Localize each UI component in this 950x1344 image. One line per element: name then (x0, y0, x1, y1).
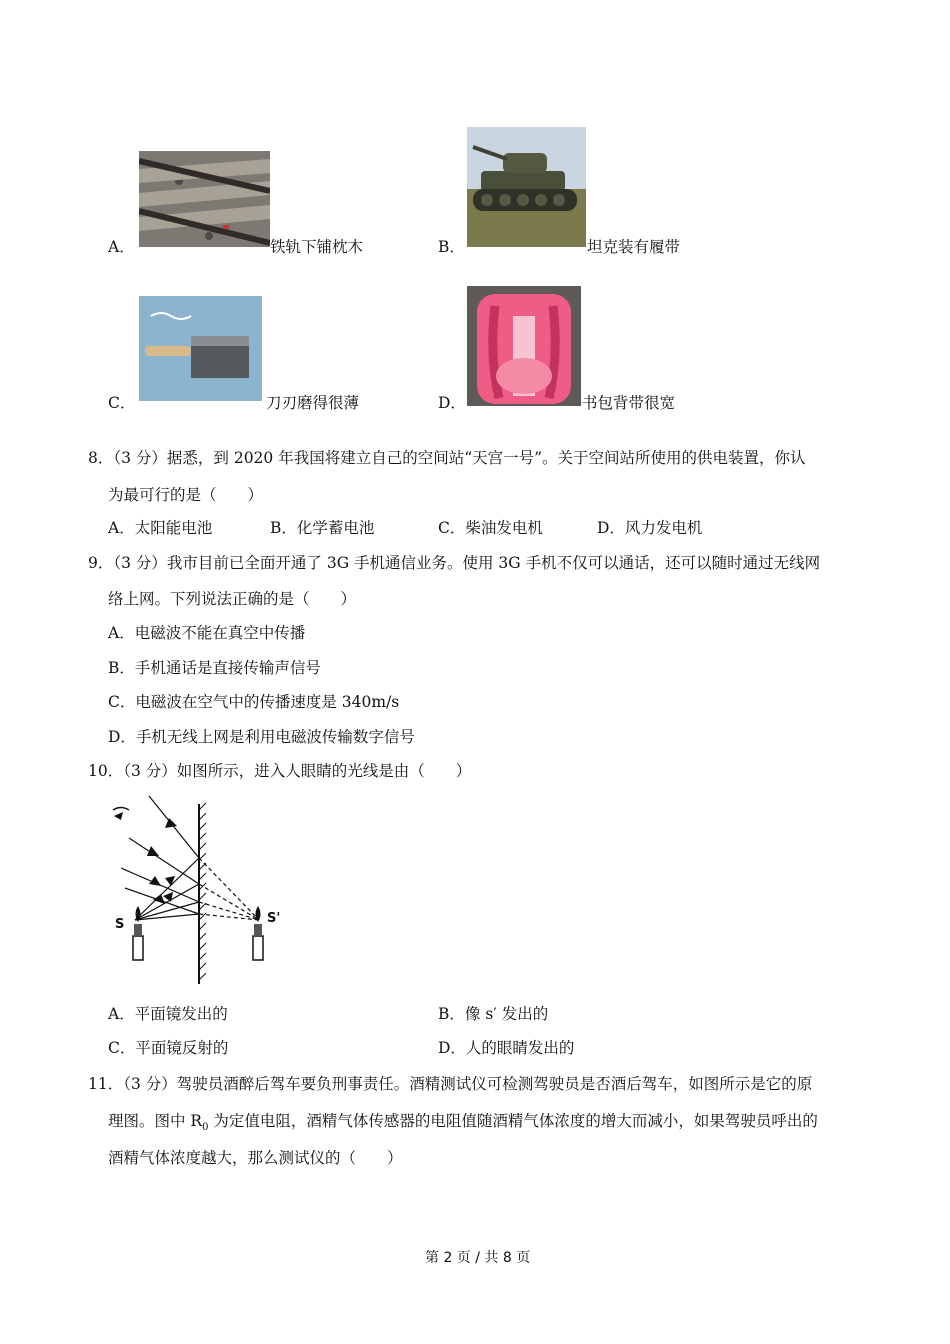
eye-icon (113, 808, 129, 821)
q11-line3: 酒精气体浓度越大，那么测试仪的（ ） (108, 1149, 403, 1167)
q7-option-a-caption: 铁轨下铺枕木 (270, 238, 364, 256)
label-s: S (115, 917, 125, 932)
pink-backpack-photo (467, 286, 581, 406)
q7-option-c-letter: C． (108, 394, 136, 412)
q9-option-d: D．手机无线上网是利用电磁波传输数字信号 (108, 728, 415, 746)
q9-option-b: B．手机通话是直接传输声信号 (108, 659, 321, 677)
q10-option-c: C．平面镜反射的 (108, 1039, 229, 1057)
candle-s-prime-icon (253, 906, 263, 960)
q8-option-c: C．柴油发电机 (438, 519, 543, 537)
q9-stem-line2: 络上网。下列说法正确的是（ ） (108, 590, 357, 608)
q7-option-d-letter: D． (438, 394, 466, 412)
q9-option-a: A．电磁波不能在真空中传播 (108, 624, 306, 642)
q8-stem-line2: 为最可行的是（ ） (108, 486, 264, 504)
label-s-prime: S' (267, 911, 281, 926)
q11-line1: 11．（3 分）驾驶员酒醉后驾车要负刑事责任。酒精测试仪可检测驾驶员是否酒后驾车，如图所示是它的原 (88, 1075, 813, 1093)
plane-mirror-diagram (105, 790, 285, 990)
q8-option-a: A．太阳能电池 (108, 519, 213, 537)
q10-option-d: D．人的眼睛发出的 (438, 1039, 575, 1057)
q8-stem-line1: 8．（3 分）据悉，到 2020 年我国将建立自己的空间站“天宫一号”。关于空间站所使用的供电装置，你认 (88, 449, 806, 467)
q9-option-c: C．电磁波在空气中的传播速度是 340m/s (108, 693, 400, 711)
cleaver-knife-photo (139, 296, 262, 401)
page-footer: 第 2 页 / 共 8 页 (425, 1250, 531, 1266)
q11-line2: 理图。图中 $R_0$ 为定值电阻，酒精气体传感器的电阻值随酒精气体浓度的增大而减小，如果驾驶员呼出的 (108, 1112, 818, 1134)
q9-stem-line1: 9．（3 分）我市目前已全面开通了 3G 手机通信业务。使用 3G 手机不仅可以通话，还可以随时通过无线网 (88, 554, 821, 572)
railway-track-photo (139, 151, 270, 247)
q7-option-b-caption: 坦克装有履带 (587, 238, 681, 256)
q8-option-b: B．化学蓄电池 (270, 519, 375, 537)
q10-option-b: B．像 s′ 发出的 (438, 1005, 549, 1023)
q7-option-a-letter: A． (108, 238, 135, 256)
q8-option-d: D．风力发电机 (597, 519, 703, 537)
q10-stem: 10．（3 分）如图所示，进入人眼睛的光线是由（ ） (88, 762, 472, 780)
q7-option-d-caption: 书包背带很宽 (582, 394, 676, 412)
q10-option-a: A．平面镜发出的 (108, 1005, 228, 1023)
q7-option-c-caption: 刀刃磨得很薄 (266, 394, 360, 412)
q7-option-b-letter: B． (438, 238, 465, 256)
tank-photo (467, 127, 586, 247)
